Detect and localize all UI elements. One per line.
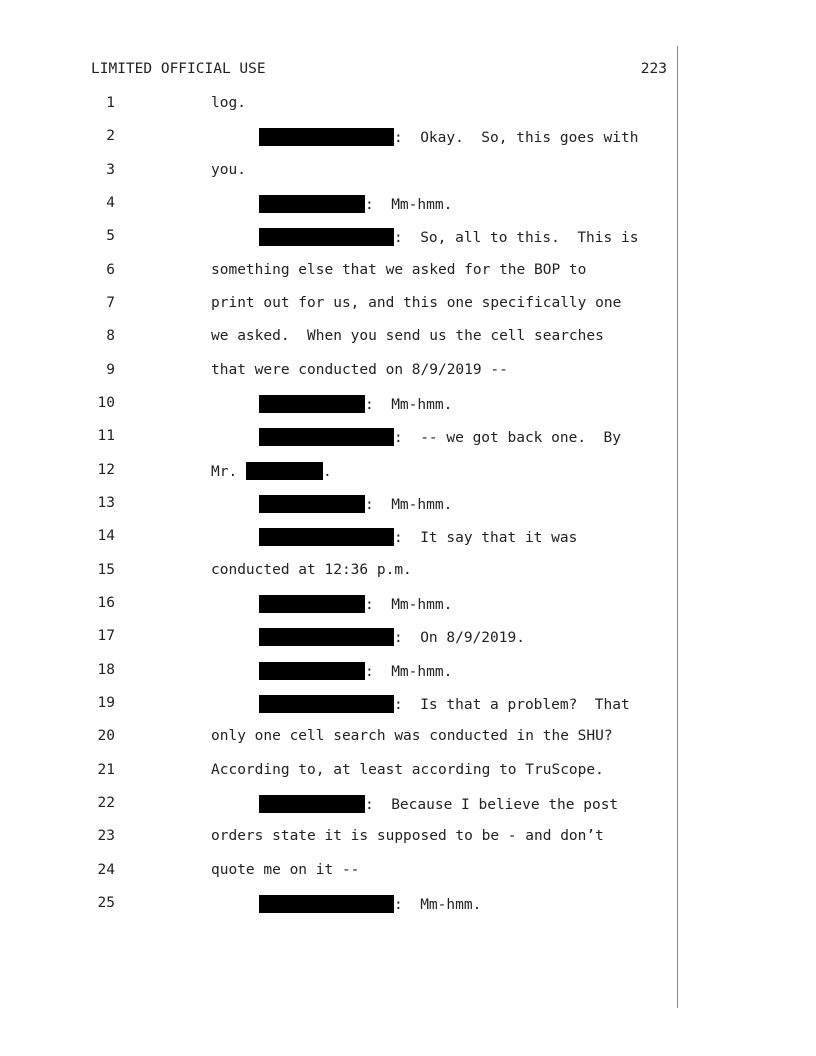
transcript-line-17 <box>0 628 680 650</box>
redaction-box <box>259 528 394 546</box>
line-number: 12 <box>97 462 115 478</box>
transcript-line-18 <box>0 662 680 684</box>
line-text: conducted at 12:36 p.m. <box>211 562 412 578</box>
redaction-box <box>259 662 365 680</box>
line-text: : -- we got back one. By <box>394 430 621 446</box>
transcript-line-1 <box>0 95 680 117</box>
line-number: 3 <box>106 162 115 178</box>
transcript-line-19 <box>0 695 680 717</box>
line-number: 24 <box>97 862 115 878</box>
redaction-box <box>259 228 394 246</box>
redaction-box <box>246 462 323 480</box>
line-number: 11 <box>97 428 115 444</box>
line-number: 9 <box>106 362 115 378</box>
line-number: 21 <box>97 762 115 778</box>
line-text: you. <box>211 162 246 178</box>
line-text: : Mm-hmm. <box>365 197 453 213</box>
line-number: 19 <box>97 695 115 711</box>
line-number: 13 <box>97 495 115 511</box>
line-number: 2 <box>106 128 115 144</box>
line-number: 10 <box>97 395 115 411</box>
speaker-turn <box>259 495 452 513</box>
redaction-box <box>259 895 394 913</box>
line-text: Mr. <box>211 464 238 480</box>
transcript-line-16 <box>0 595 680 617</box>
transcript-line-24 <box>0 862 680 884</box>
redaction-box <box>259 628 394 646</box>
transcript-line-22 <box>0 795 680 817</box>
line-text: that were conducted on 8/9/2019 -- <box>211 362 508 378</box>
speaker-turn <box>259 128 638 146</box>
line-number: 5 <box>106 228 115 244</box>
transcript-line-3 <box>0 162 680 184</box>
line-number: 7 <box>106 295 115 311</box>
line-number: 25 <box>97 895 115 911</box>
line-text: : Mm-hmm. <box>394 897 482 913</box>
transcript-line-23 <box>0 828 680 850</box>
transcript-line-13 <box>0 495 680 517</box>
line-number: 18 <box>97 662 115 678</box>
line-number: 6 <box>106 262 115 278</box>
speaker-turn <box>259 428 621 446</box>
transcript-line-6 <box>0 262 680 284</box>
transcript-line-9 <box>0 362 680 384</box>
line-number: 20 <box>97 728 115 744</box>
redaction-box <box>259 595 365 613</box>
speaker-turn <box>259 195 452 213</box>
speaker-turn <box>259 528 577 546</box>
line-number: 23 <box>97 828 115 844</box>
line-number: 4 <box>106 195 115 211</box>
line-text: : Mm-hmm. <box>365 664 453 680</box>
line-text-with-redaction <box>211 462 332 480</box>
line-text: only one cell search was conducted in the SHU? <box>211 728 613 744</box>
line-text: we asked. When you send us the cell searches <box>211 328 604 344</box>
line-text: : Mm-hmm. <box>365 497 453 513</box>
line-text: : Okay. So, this goes with <box>394 130 639 146</box>
line-number: 8 <box>106 328 115 344</box>
line-text: log. <box>211 95 246 111</box>
redaction-box <box>259 795 365 813</box>
transcript-line-2 <box>0 128 680 150</box>
line-text: : Because I believe the post <box>365 797 619 813</box>
line-text: quote me on it -- <box>211 862 360 878</box>
speaker-turn <box>259 395 452 413</box>
transcript-line-11 <box>0 428 680 450</box>
speaker-turn <box>259 695 630 713</box>
line-number: 17 <box>97 628 115 644</box>
transcript-line-5 <box>0 228 680 250</box>
speaker-turn <box>259 595 452 613</box>
line-text: According to, at least according to TruScope. <box>211 762 604 778</box>
line-number: 14 <box>97 528 115 544</box>
line-number: 1 <box>106 95 115 111</box>
page-number: 223 <box>640 61 667 77</box>
transcript-line-25 <box>0 895 680 917</box>
line-text: print out for us, and this one specifically one <box>211 295 622 311</box>
redaction-box <box>259 695 394 713</box>
line-text: : It say that it was <box>394 530 578 546</box>
transcript-line-15 <box>0 562 680 584</box>
redaction-box <box>259 428 394 446</box>
line-text: : Mm-hmm. <box>365 597 453 613</box>
speaker-turn <box>259 628 525 646</box>
line-text: : Mm-hmm. <box>365 397 453 413</box>
redaction-box <box>259 195 365 213</box>
transcript-line-8 <box>0 328 680 350</box>
speaker-turn <box>259 795 618 813</box>
line-text: something else that we asked for the BOP to <box>211 262 587 278</box>
redaction-box <box>259 495 365 513</box>
speaker-turn <box>259 662 452 680</box>
line-text-suffix: . <box>322 464 332 480</box>
speaker-turn <box>259 228 638 246</box>
transcript-line-14 <box>0 528 680 550</box>
transcript-line-4 <box>0 195 680 217</box>
speaker-turn <box>259 895 481 913</box>
line-number: 22 <box>97 795 115 811</box>
transcript-line-21 <box>0 762 680 784</box>
transcript-line-20 <box>0 728 680 750</box>
line-text: : On 8/9/2019. <box>394 630 525 646</box>
line-text: : Is that a problem? That <box>394 697 630 713</box>
line-text: orders state it is supposed to be - and don’t <box>211 828 604 844</box>
redaction-box <box>259 128 394 146</box>
line-number: 16 <box>97 595 115 611</box>
line-text: : So, all to this. This is <box>394 230 639 246</box>
redaction-box <box>259 395 365 413</box>
line-number: 15 <box>97 562 115 578</box>
transcript-line-7 <box>0 295 680 317</box>
classification-header: LIMITED OFFICIAL USE <box>91 61 266 77</box>
transcript-line-12 <box>0 462 680 484</box>
transcript-line-10 <box>0 395 680 417</box>
